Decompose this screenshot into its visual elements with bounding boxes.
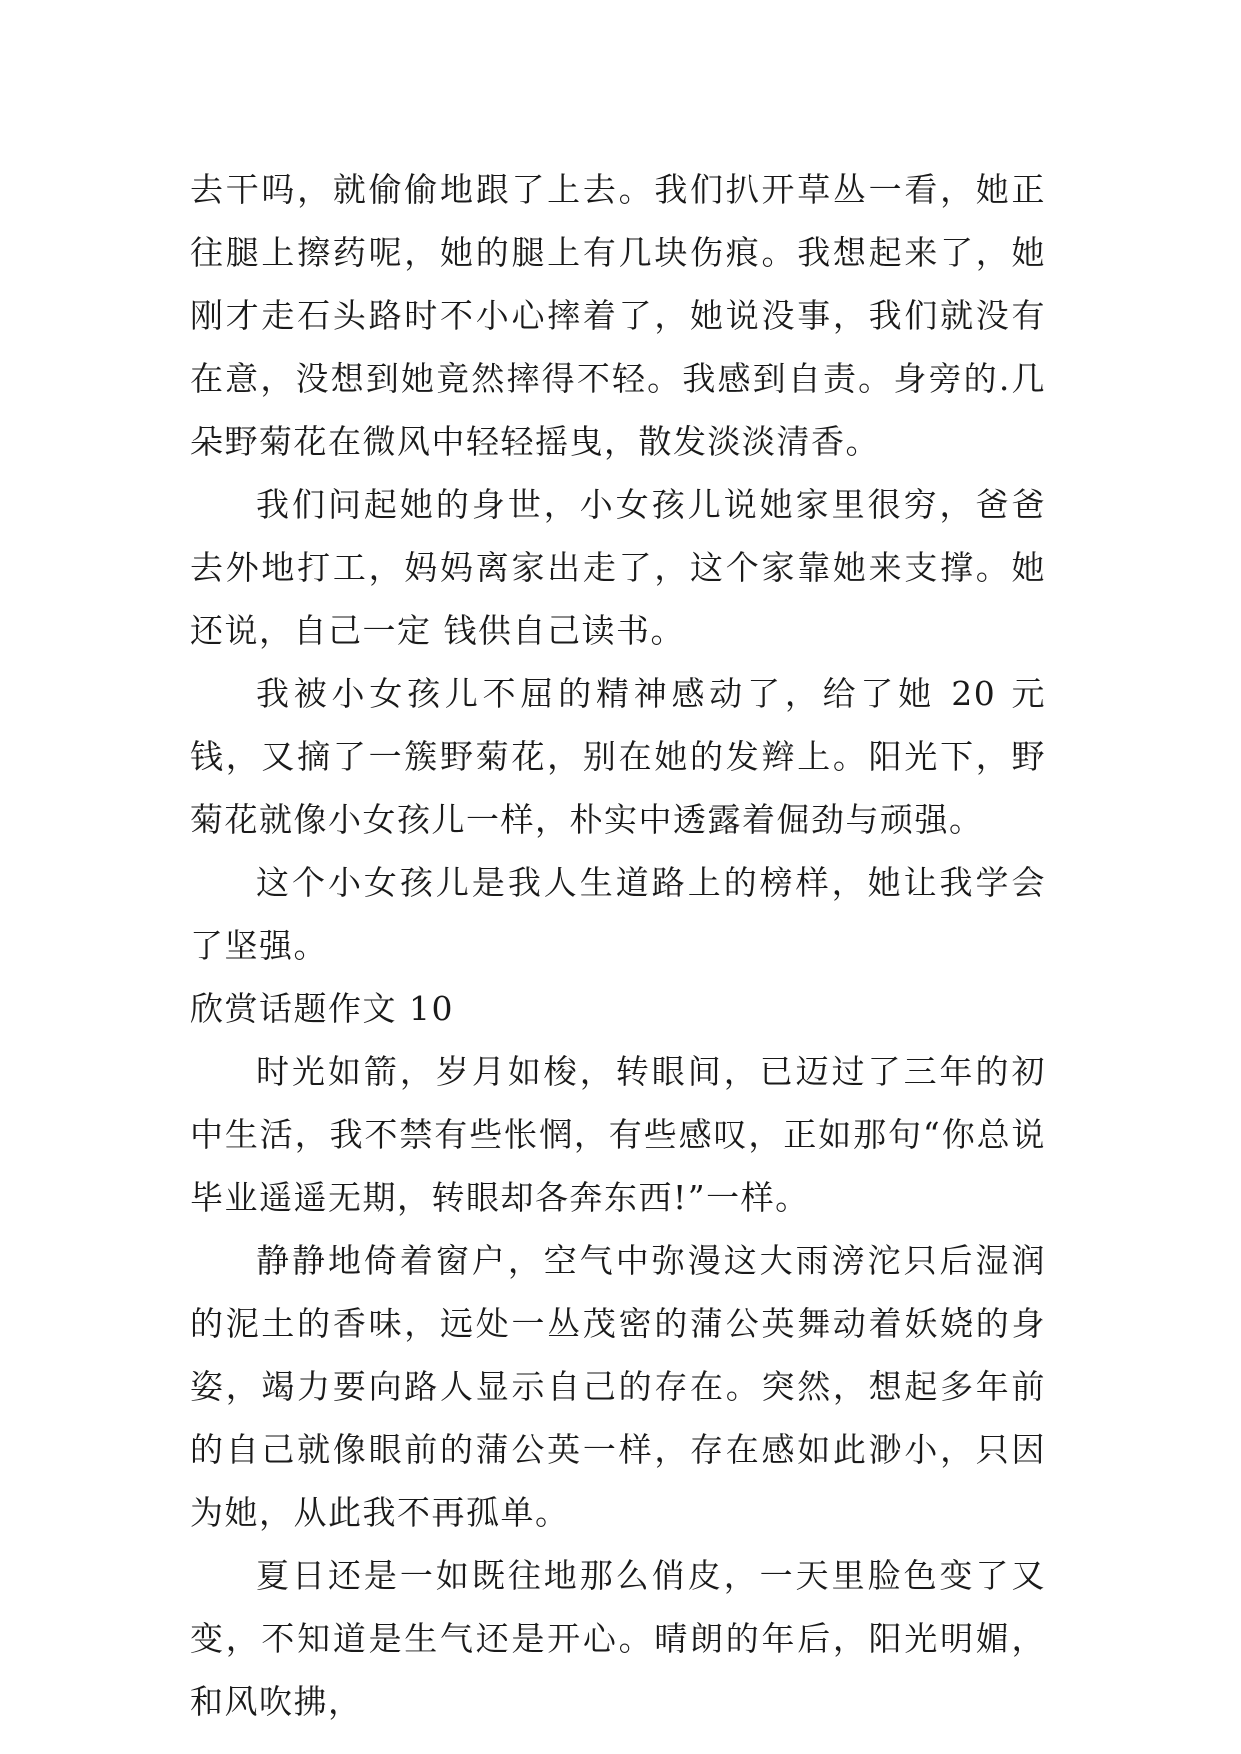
paragraph: 去干吗，就偷偷地跟了上去。我们扒开草丛一看，她正往腿上擦药呢，她的腿上有几块伤痕。我想起来了，她刚才走石头路时不小心摔着了，她说没事，我们就没有在意，没想到她竟然摔得不轻。我感到自责。身旁的.几朵野菊花在微风中轻轻摇曳，散发淡淡清香。 [190,170,1046,461]
document-body [190,158,1046,1733]
paragraph: 静静地倚着窗户，空气中弥漫这大雨滂沱只后湿润的泥土的香味，远处一丛茂密的蒲公英舞动着妖娆的身姿，竭力要向路人显示自己的存在。突然，想起多年前的自己就像眼前的蒲公英一样，存在感如此渺小，只因为她，从此我不再孤单。 [190,1241,1046,1532]
paragraph: 时光如箭，岁月如梭，转眼间，已迈过了三年的初中生活，我不禁有些怅惘，有些感叹，正如那句“你总说毕业遥遥无期，转眼却各奔东西!”一样。 [190,1052,1046,1217]
paragraph: 夏日还是一如既往地那么俏皮，一天里脸色变了又变，不知道是生气还是开心。晴朗的年后，阳光明媚，和风吹拂， [190,1556,1046,1721]
paragraph: 我们问起她的身世，小女孩儿说她家里很穷，爸爸去外地打工，妈妈离家出走了，这个家靠她来支撑。她还说，自己一定 钱供自己读书。 [190,485,1046,650]
section-title: 欣赏话题作文 10 [190,989,454,1028]
paragraph: 我被小女孩儿不屈的精神感动了，给了她 20 元钱，又摘了一簇野菊花，别在她的发辫上。阳光下，野菊花就像小女孩儿一样，朴实中透露着倔劲与顽强。 [190,674,1046,839]
paragraph: 这个小女孩儿是我人生道路上的榜样，她让我学会了坚强。 [190,863,1046,965]
